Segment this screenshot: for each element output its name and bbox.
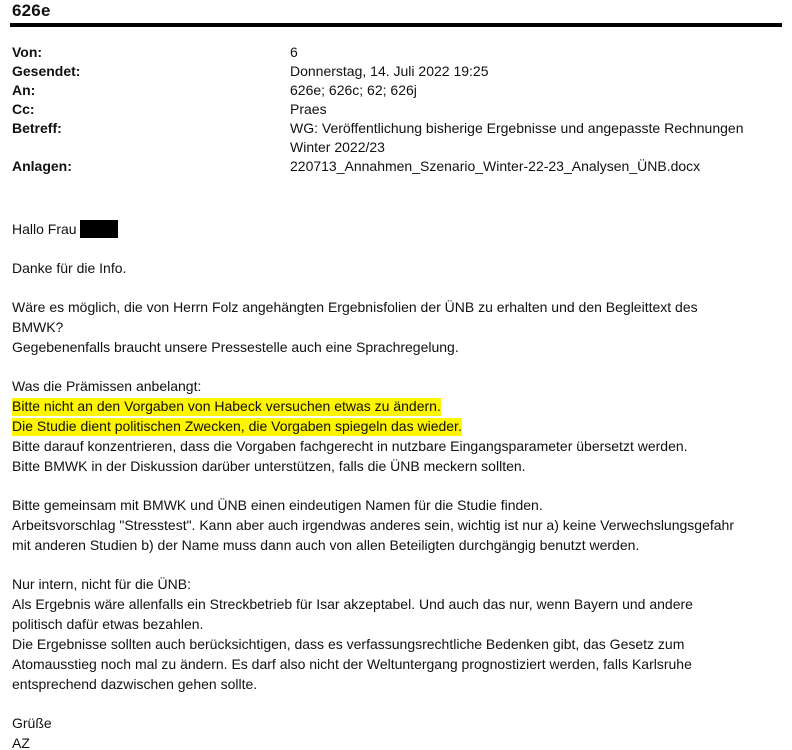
attachment-link[interactable]: 220713_Annahmen_Szenario_Winter-22-23_Analysen_ÜNB.docx <box>290 158 701 174</box>
header-row-subject <box>12 119 782 157</box>
signature-line: AZ <box>12 735 30 750</box>
title-rule <box>10 23 782 27</box>
body-line: Bitte darauf konzentrieren, dass die Vorgaben fachgerecht in nutzbare Eingangsparameter übersetzt werden. <box>12 438 688 454</box>
header-row-cc <box>12 100 782 119</box>
greeting-line <box>12 219 782 239</box>
body-line: Atomausstieg noch mal zu ändern. Es darf also nicht der Weltuntergang prognostiziert werden, falls Karlsruhe <box>12 656 692 672</box>
paragraph-gap <box>12 555 782 574</box>
paragraph-gap <box>12 239 782 258</box>
paragraph-gap <box>12 694 782 713</box>
body-line: Gegebenenfalls braucht unsere Pressestelle auch eine Sprachregelung. <box>12 339 459 355</box>
redaction-box <box>80 220 118 238</box>
body-line: BMWK? <box>12 319 64 335</box>
body-line: Bitte gemeinsam mit BMWK und ÜNB einen eindeutigen Namen für die Studie finden. <box>12 497 543 513</box>
email-headers <box>12 43 782 176</box>
body-line: Als Ergebnis wäre allenfalls ein Streckbetrieb für Isar akzeptabel. Und auch das nur, wenn Bayern und andere <box>12 596 693 612</box>
paragraph-gap <box>12 278 782 297</box>
body-line: Wäre es möglich, die von Herrn Folz angehängten Ergebnisfolien der ÜNB zu erhalten und den Begleittext des <box>12 299 698 315</box>
body-line: Arbeitsvorschlag "Stresstest". Kann aber auch irgendwas anderes sein, wichtig ist nur a) keine Verwechslungsgefahr <box>12 517 734 533</box>
header-key: Anlagen: <box>12 158 72 174</box>
body-line: Die Ergebnisse sollten auch berücksichtigen, dass es verfassungsrechtliche Bedenken gibt, das Gesetz zum <box>12 636 685 652</box>
greeting-text: Hallo Frau <box>12 221 77 237</box>
highlighted-text: Bitte nicht an den Vorgaben von Habeck versuchen etwas zu ändern. <box>12 398 441 414</box>
highlighted-line <box>12 416 782 436</box>
header-row-from <box>12 43 782 62</box>
header-key: Gesendet: <box>12 63 81 79</box>
paragraph-gap <box>12 476 782 495</box>
header-key: Von: <box>12 44 43 60</box>
paragraph-gap <box>12 357 782 376</box>
header-value: 6 <box>290 44 298 60</box>
header-key: Cc: <box>12 101 35 117</box>
email-body <box>12 219 782 750</box>
body-line: Bitte BMWK in der Diskussion darüber unterstützen, falls die ÜNB meckern sollten. <box>12 458 526 474</box>
header-row-attachments <box>12 157 782 176</box>
header-value: WG: Veröffentlichung bisherige Ergebnisse und angepasste Rechnungen Winter 2022/23 <box>290 120 744 155</box>
header-value: 626e; 626c; 62; 626j <box>290 82 417 98</box>
body-line: mit anderen Studien b) der Name muss dann auch von allen Beteiligten durchgängig benutzt werden. <box>12 537 640 553</box>
header-row-to <box>12 81 782 100</box>
body-line: entsprechend dazwischen gehen sollte. <box>12 676 258 692</box>
highlighted-text: Die Studie dient politischen Zwecken, die Vorgaben spiegeln das wieder. <box>12 418 462 434</box>
closing-line: Grüße <box>12 715 52 731</box>
body-line: Nur intern, nicht für die ÜNB: <box>12 576 191 592</box>
document-title: 626e <box>12 1 51 20</box>
header-row-sent <box>12 62 782 81</box>
highlighted-line <box>12 396 782 416</box>
header-key: An: <box>12 82 36 98</box>
header-value: Praes <box>290 101 327 117</box>
body-line: politisch dafür etwas bezahlen. <box>12 616 204 632</box>
header-key: Betreff: <box>12 120 62 136</box>
header-value: Donnerstag, 14. Juli 2022 19:25 <box>290 63 489 79</box>
body-line: Was die Prämissen anbelangt: <box>12 378 202 394</box>
thanks-line: Danke für die Info. <box>12 260 127 276</box>
